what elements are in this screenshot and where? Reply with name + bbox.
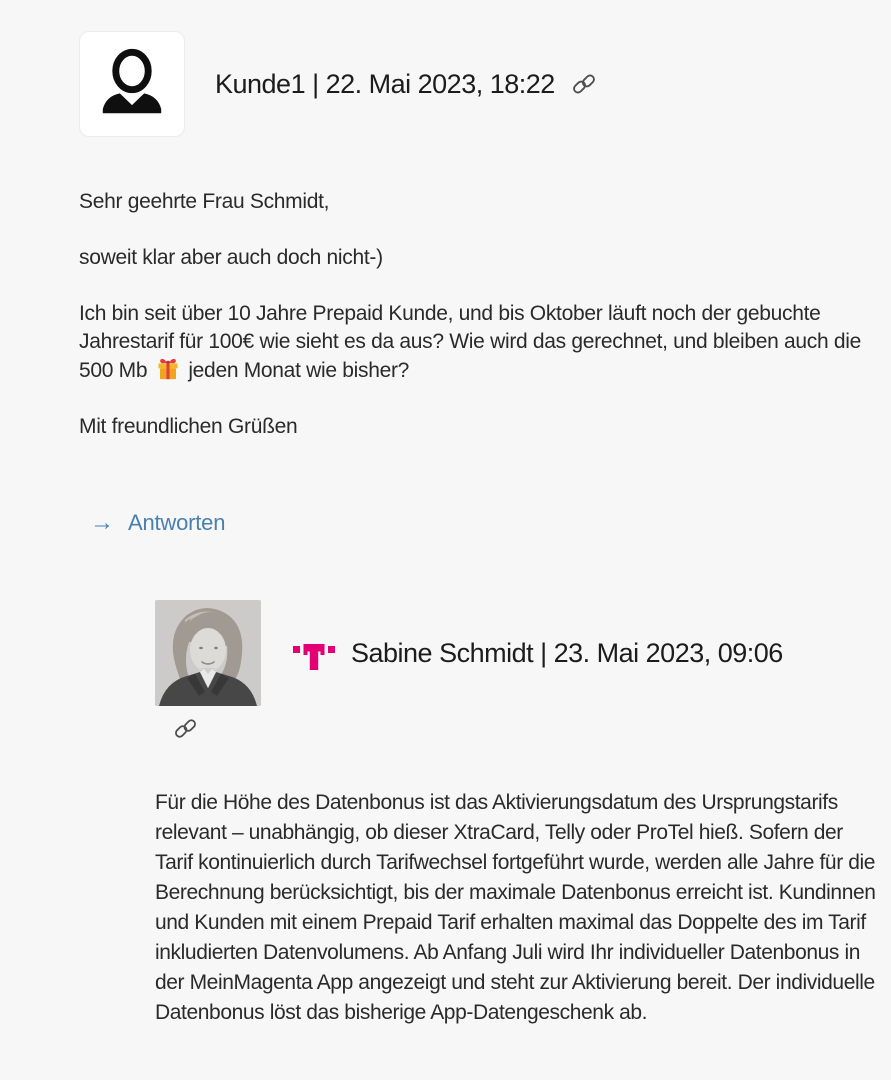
person-avatar-icon xyxy=(89,41,175,127)
header-separator: | xyxy=(540,637,547,668)
permalink-icon[interactable] xyxy=(173,716,261,741)
permalink-icon[interactable] xyxy=(571,71,597,97)
comment-header xyxy=(79,31,597,137)
gift-emoji-icon xyxy=(155,356,181,382)
reply-button-label: Antworten xyxy=(128,510,226,535)
comment-paragraph-question xyxy=(79,300,879,385)
question-text-before: Ich bin seit über 10 Jahre Prepaid Kunde, und bis Oktober läuft noch der gebuchte Jahrestarif für 100€ wie sieht es da aus? Wie wird das gerechnet, und bleiben auch die 500 Mb xyxy=(79,302,862,382)
comment-paragraph-closing: Mit freundlichen Grüßen xyxy=(79,415,298,438)
reply-author-timestamp xyxy=(351,638,783,669)
comment-timestamp: 22. Mai 2023, 18:22 xyxy=(325,68,555,99)
reply-button[interactable] xyxy=(90,509,225,537)
comment-author-timestamp xyxy=(215,69,555,100)
reply-avatar-column xyxy=(155,600,261,741)
telekom-logo-icon xyxy=(293,636,335,670)
comment-body xyxy=(79,188,879,469)
arrow-right-icon: → xyxy=(90,509,114,536)
reply-author-photo xyxy=(155,600,261,706)
reply-timestamp: 23. Mai 2023, 09:06 xyxy=(553,637,783,668)
comment-paragraph-remark: soweit klar aber auch doch nicht-) xyxy=(79,246,383,269)
reply-title xyxy=(293,636,783,670)
reply-author: Sabine Schmidt xyxy=(351,637,534,668)
reply-body xyxy=(155,788,877,1028)
reply-header xyxy=(155,600,783,741)
header-separator: | xyxy=(312,68,319,99)
comment-paragraph-greeting: Sehr geehrte Frau Schmidt, xyxy=(79,190,330,213)
comment-author: Kunde1 xyxy=(215,68,306,99)
avatar xyxy=(79,31,185,137)
reply-paragraph: Für die Höhe des Datenbonus ist das Aktivierungsdatum des Ursprungstarifs relevant – unabhängig, ob dieser XtraCard, Telly oder ProTel hieß. Sofern der Tarif kontinuierlich durch Tarifwechsel fortgeführt wurde, werden alle Jahre für die Berechnung berücksichtigt, bis der maximale Datenbonus erreicht ist. Kundinnen und Kunden mit einem Prepaid Tarif erhalten maximal das Doppelte des im Tarif inkludierten Datenvolumens. Ab Anfang Juli wird Ihr individueller Datenbonus in der MeinMagenta App angezeigt und steht zur Aktivierung bereit. Der individuelle Datenbonus löst das bisherige App-Datengeschenk ab. xyxy=(155,791,876,1024)
question-text-after: jeden Monat wie bisher? xyxy=(182,359,410,382)
